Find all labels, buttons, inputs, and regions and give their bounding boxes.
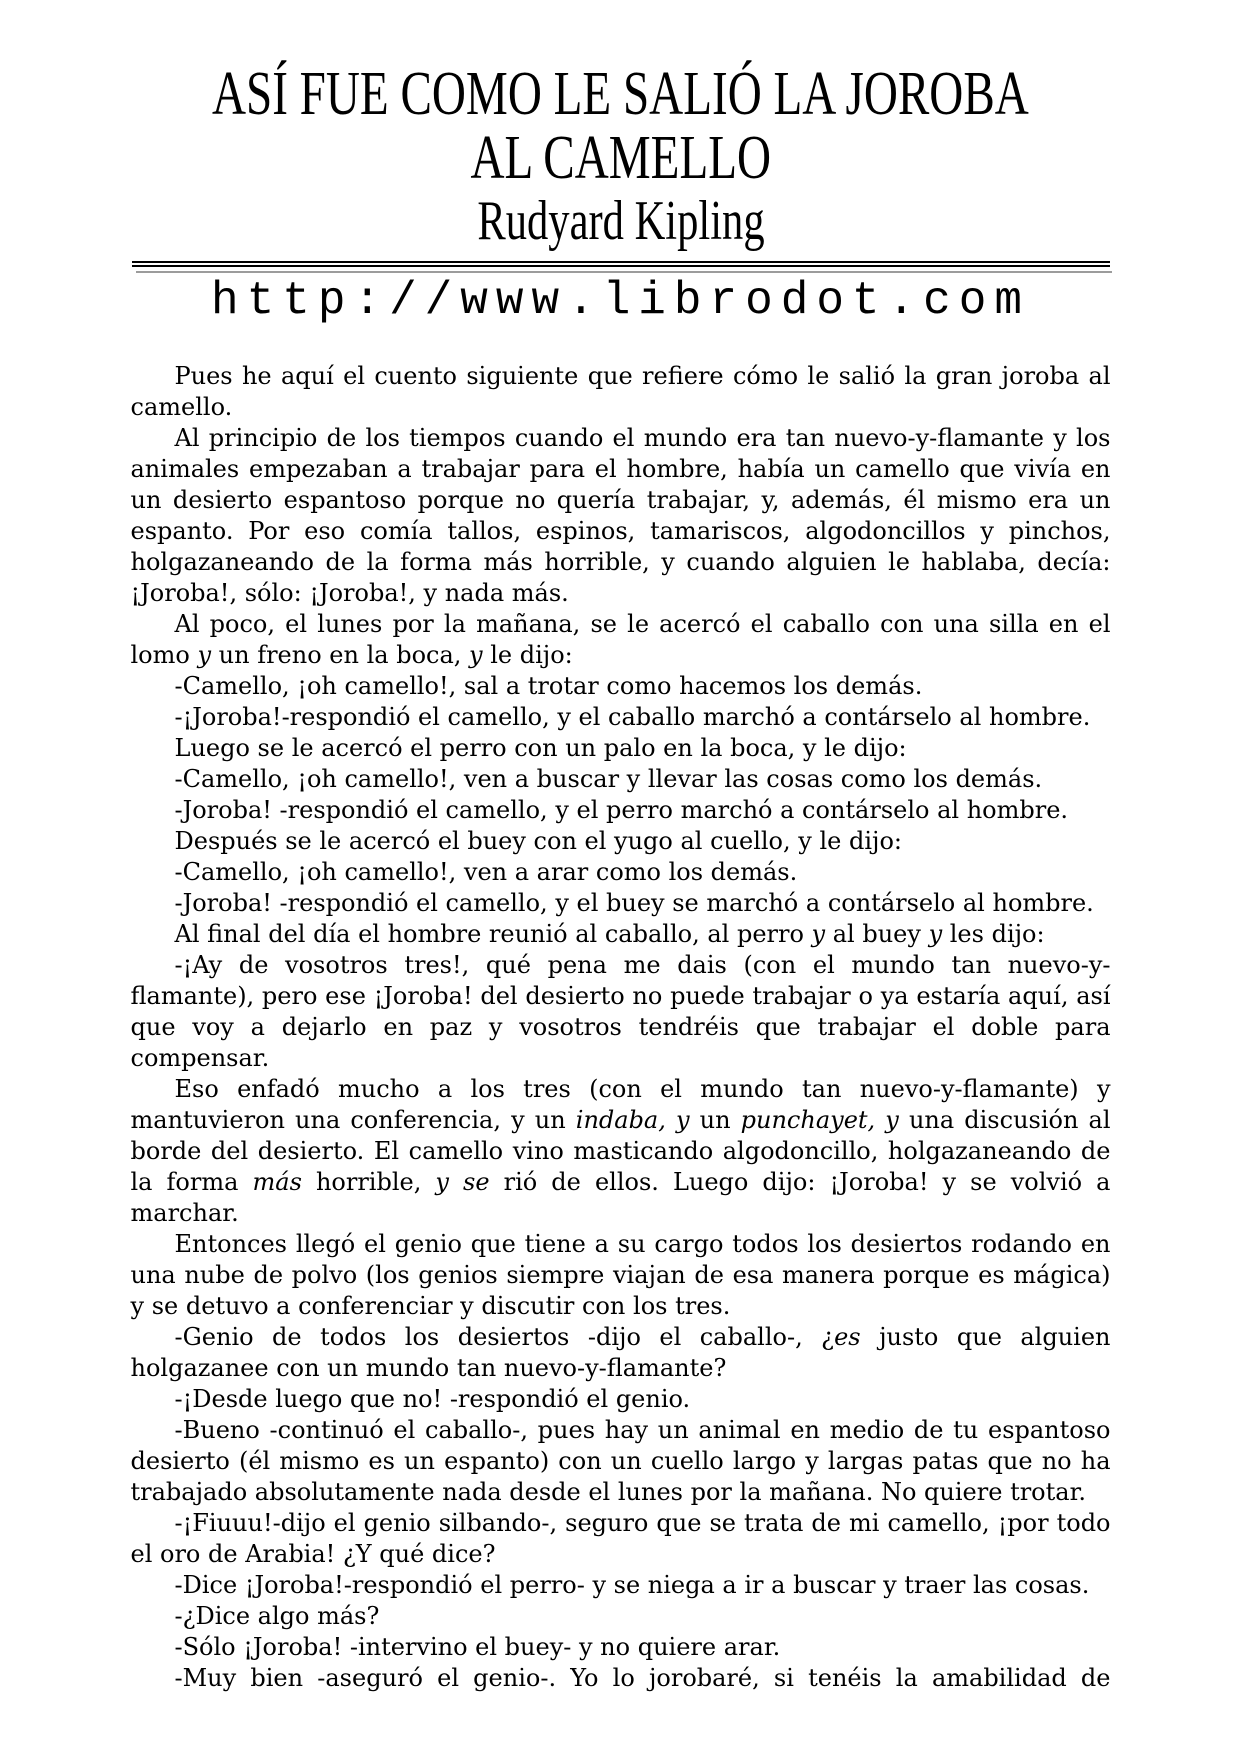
story-segment: Al poco, el lunes por la mañana, se le acercó el caballo con una silla en el lomo [130, 610, 1111, 669]
story-segment-italic: y se [435, 1168, 490, 1196]
story-segment: -Joroba! -respondió el camello, y el perro marchó a contárselo al hombre. [174, 796, 1069, 824]
story-paragraph [131, 1508, 1111, 1570]
story-paragraph [131, 764, 1111, 795]
story-paragraph [131, 795, 1111, 826]
story-segment: justo que alguien holgazanee con un mundo tan nuevo-y-flamante? [130, 1323, 1111, 1382]
story-segment: -Muy bien -aseguró el genio-. Yo lo jorobaré, si tenéis la amabilidad de [174, 1664, 1111, 1692]
story-segment: -Camello, ¡oh camello!, ven a buscar y llevar las cosas como los demás. [174, 765, 1043, 793]
story-segment-italic: más [252, 1168, 302, 1196]
story-paragraph [131, 1601, 1111, 1632]
story-paragraph [131, 1074, 1111, 1229]
story-segment: -Joroba! -respondió el camello, y el buey se marchó a contárselo al hombre. [174, 889, 1094, 917]
story-segment: una discusión al borde del desierto. El camello vino masticando algodoncillo, holgazaneando de la forma [130, 1106, 1111, 1196]
title-text-2: AL CAMELLO [470, 124, 771, 192]
story-segment: Al final del día el hombre reunió al caballo, al perro [174, 920, 812, 948]
story-paragraph [131, 1229, 1111, 1322]
title-text-1: ASÍ FUE COMO LE SALIÓ LA JOROBA [212, 60, 1029, 128]
story-paragraph [131, 671, 1111, 702]
story-segment: un [689, 1106, 741, 1134]
document-header [0, 0, 1241, 327]
story-segment: -Camello, ¡oh camello!, ven a arar como los demás. [174, 858, 798, 886]
story-segment-italic: y [928, 920, 943, 948]
story-segment-italic: y [811, 920, 826, 948]
story-segment-italic: y [469, 641, 483, 669]
document-title-line-1 [0, 62, 1241, 126]
title-divider-rule [132, 261, 1110, 267]
story-segment: les dijo: [942, 920, 1045, 948]
story-paragraph [131, 423, 1111, 609]
story-paragraph [131, 1322, 1111, 1384]
story-paragraph [131, 888, 1111, 919]
story-segment: al buey [825, 920, 929, 948]
story-paragraph [131, 702, 1111, 733]
story-paragraph [131, 1663, 1111, 1694]
story-segment: Luego se le acercó el perro con un palo en la boca, y le dijo: [174, 734, 907, 762]
story-paragraph [131, 950, 1111, 1074]
website-url: http://www.librodot.com [211, 275, 1030, 327]
story-segment: -¡Desde luego que no! -respondió el genio. [174, 1385, 691, 1413]
story-segment: -¡Fiuuu!-dijo el genio silbando-, seguro que se trata de mi camello, ¡por todo el oro de Arabia! ¿Y qué dice? [130, 1509, 1111, 1568]
story-segment: -Camello, ¡oh camello!, sal a trotar como hacemos los demás. [174, 672, 923, 700]
document-author [0, 190, 1241, 252]
story-segment: horrible, [301, 1168, 436, 1196]
story-segment: -Genio de todos los desiertos -dijo el caballo-, ¿ [174, 1323, 835, 1351]
story-segment: Eso enfadó mucho a los tres (con el mundo tan nuevo-y-flamante) y mantuvieron una conferencia, y un [130, 1075, 1111, 1134]
story-segment: Después se le acercó el buey con el yugo al cuello, y le dijo: [174, 827, 902, 855]
story-segment: -Dice ¡Joroba!-respondió el perro- y se niega a ir a buscar y traer las cosas. [174, 1571, 1090, 1599]
story-paragraph [131, 1415, 1111, 1508]
story-segment: un freno en la boca, [211, 641, 470, 669]
story-segment-italic: es [834, 1323, 861, 1351]
story-segment: Entonces llegó el genio que tiene a su cargo todos los desiertos rodando en una nube de polvo (los genios siempre viajan de esa manera porque es mágica) y se detuvo a conferenciar y discutir con los tres. [130, 1230, 1111, 1320]
story-segment: -Sólo ¡Joroba! -intervino el buey- y no quiere arar. [174, 1633, 781, 1661]
story-paragraph [131, 1632, 1111, 1663]
story-segment: le dijo: [482, 641, 573, 669]
story-segment: -¡Ay de vosotros tres!, qué pena me dais (con el mundo tan nuevo-y-flamante), pero ese ¡Joroba! del desierto no puede trabajar o ya estaría aquí, así que voy a dejarlo en paz y vosotros tendréis que trabajar el doble para compensar. [130, 951, 1111, 1072]
story-text [131, 361, 1111, 1694]
story-segment: rió de ellos. Luego dijo: ¡Joroba! y se volvió a marchar. [130, 1168, 1111, 1227]
story-paragraph [131, 1570, 1111, 1601]
story-segment-italic: indaba, y [575, 1106, 690, 1134]
story-paragraph [131, 1384, 1111, 1415]
story-segment-italic: y [197, 641, 212, 669]
story-paragraph [131, 857, 1111, 888]
story-paragraph [131, 361, 1111, 423]
story-paragraph [131, 919, 1111, 950]
story-segment: -Bueno -continuó el caballo-, pues hay un animal en medio de tu espantoso desierto (él mismo es un espanto) con un cuello largo y largas patas que no ha trabajado absolutamente nada desde el lunes por la mañana. No quiere trotar. [130, 1416, 1111, 1506]
document-title-line-2 [0, 126, 1241, 190]
story-segment: Al principio de los tiempos cuando el mundo era tan nuevo-y-flamante y los animales empezaban a trabajar para el hombre, había un camello que vivía en un desierto espantoso porque no quería trabajar, y, además, él mismo era un espanto. Por eso comía tallos, espinos, tamariscos, algodoncillos y pinchos, holgazaneando de la forma más horrible, y cuando alguien le hablaba, decía: ¡Joroba!, sólo: ¡Joroba!, y nada más. [130, 424, 1111, 607]
story-paragraph [131, 733, 1111, 764]
story-segment-italic: punchayet, y [740, 1106, 899, 1134]
story-paragraph [131, 609, 1111, 671]
story-paragraph [131, 826, 1111, 857]
story-segment: -¡Joroba!-respondió el camello, y el caballo marchó a contárselo al hombre. [174, 703, 1091, 731]
story-segment: -¿Dice algo más? [174, 1602, 380, 1630]
story-segment: Pues he aquí el cuento siguiente que refiere cómo le salió la gran joroba al camello. [130, 362, 1111, 421]
author-text: Rudyard Kipling [476, 190, 765, 252]
